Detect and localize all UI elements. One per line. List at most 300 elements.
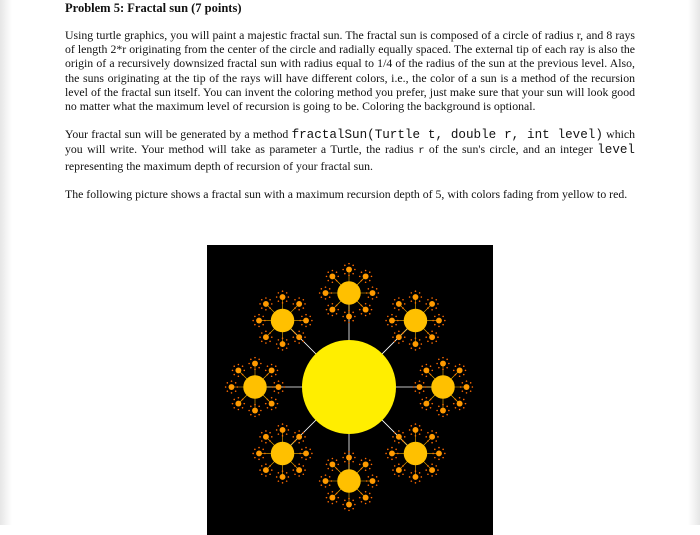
sun-disk-level-4 xyxy=(259,303,261,305)
sun-disk-level-4 xyxy=(463,365,465,367)
sun-disk-level-4 xyxy=(394,341,396,343)
sun-disk-level-4 xyxy=(282,482,284,484)
sun-disk-level-4 xyxy=(337,309,339,311)
sun-disk-level-3 xyxy=(252,361,258,367)
sun-disk-level-4 xyxy=(409,343,411,345)
sun-disk-level-4 xyxy=(415,290,417,292)
sun-disk-level-4 xyxy=(282,382,284,384)
sun-disk-level-4 xyxy=(303,465,305,467)
sun-disk-level-4 xyxy=(394,299,396,301)
sun-disk-level-4 xyxy=(319,480,321,482)
sun-disk-level-4 xyxy=(298,309,300,311)
sun-disk-level-4 xyxy=(301,324,303,326)
sun-disk-level-3 xyxy=(269,367,275,373)
sun-disk-level-4 xyxy=(425,386,427,388)
sun-disk-level-4 xyxy=(286,300,288,302)
sun-disk-level-4 xyxy=(332,469,334,471)
sun-disk-level-3 xyxy=(370,478,376,484)
sun-disk-level-4 xyxy=(261,299,263,301)
sun-disk-level-4 xyxy=(421,399,423,401)
sun-disk-level-3 xyxy=(429,467,435,473)
sun-disk-level-4 xyxy=(254,369,256,371)
sun-disk-level-4 xyxy=(294,473,296,475)
sun-disk-level-4 xyxy=(265,309,267,311)
sun-disk-level-4 xyxy=(271,436,273,438)
paragraph-description: Using turtle graphics, you will paint a majestic fractal sun. The fractal sun is composed of a circle of radius r, and 8 rays of length 2*r originating from the center of the circle and radially equally spaced. The external tip of each ray is also the origin of a recursively downsized fractal sun with radius equal to 1/4 of the radius of the sun at the previous level. Also, the suns originating at the tip of the rays will have different colors, i.e., the color of a sun is a method of the recursion level of the fractal sun itself. You can invent the coloring method you prefer, just make sure that your sun will look good no matter what the maximum level of recursion is going to be. Coloring the background is optional. xyxy=(65,28,635,114)
sun-disk-layer xyxy=(225,263,473,511)
sun-disk-level-4 xyxy=(294,465,296,467)
sun-disk-level-4 xyxy=(352,461,354,463)
sun-disk-level-4 xyxy=(371,464,373,466)
sun-disk-level-4 xyxy=(326,309,328,311)
sun-disk-level-4 xyxy=(267,365,269,367)
sun-disk-level-4 xyxy=(278,300,280,302)
sun-disk-level-3 xyxy=(346,314,352,320)
sun-disk-level-4 xyxy=(427,299,429,301)
sun-disk-level-3 xyxy=(256,451,262,457)
sun-disk-level-4 xyxy=(421,374,423,376)
sun-disk-level-4 xyxy=(395,457,397,459)
sun-disk-level-4 xyxy=(409,476,411,478)
sun-disk-level-4 xyxy=(238,364,240,366)
sun-disk-level-4 xyxy=(327,305,329,307)
sun-disk-level-3 xyxy=(436,451,442,457)
sun-disk-level-4 xyxy=(262,316,264,318)
sun-disk-level-4 xyxy=(392,336,394,338)
sun-disk-level-4 xyxy=(265,475,267,477)
sun-disk-level-4 xyxy=(411,339,413,341)
sun-disk-level-4 xyxy=(259,336,261,338)
sun-disk-level-4 xyxy=(269,307,271,309)
sun-disk-level-3 xyxy=(263,434,269,440)
sun-disk-level-4 xyxy=(288,429,290,431)
sun-disk-level-4 xyxy=(311,320,313,322)
sun-disk-level-4 xyxy=(271,375,273,377)
sun-disk-level-4 xyxy=(348,451,350,453)
sun-disk-level-4 xyxy=(344,461,346,463)
sun-disk-level-3 xyxy=(329,307,335,313)
sun-disk-level-4 xyxy=(336,305,338,307)
sun-disk-level-3 xyxy=(303,451,309,457)
sun-disk-level-3 xyxy=(296,467,302,473)
sun-disk-level-4 xyxy=(365,315,367,317)
sun-disk-level-4 xyxy=(387,457,389,459)
sun-disk-level-4 xyxy=(427,341,429,343)
sun-disk-level-4 xyxy=(265,442,267,444)
sun-disk-level-3 xyxy=(413,294,419,300)
sun-disk-level-4 xyxy=(365,303,367,305)
sun-disk-level-4 xyxy=(327,313,329,315)
sun-disk-level-4 xyxy=(342,504,344,506)
sun-disk-level-4 xyxy=(419,292,421,294)
method-text-tail: representing the maximum depth of recursion of your fractal sun. xyxy=(65,158,373,173)
sun-disk-level-2 xyxy=(431,375,455,399)
sun-disk-level-4 xyxy=(411,425,413,427)
sun-disk-level-4 xyxy=(361,493,363,495)
sun-disk-level-4 xyxy=(415,482,417,484)
sun-disk-level-4 xyxy=(269,432,271,434)
sun-disk-level-4 xyxy=(327,501,329,503)
sun-disk-level-4 xyxy=(237,386,239,388)
sun-disk-level-4 xyxy=(438,406,440,408)
sun-disk-level-4 xyxy=(321,484,323,486)
sun-disk-level-4 xyxy=(254,416,256,418)
sun-disk-level-4 xyxy=(419,347,421,349)
sun-disk-level-4 xyxy=(365,503,367,505)
sun-disk-level-3 xyxy=(396,301,402,307)
sun-disk-level-4 xyxy=(369,280,371,282)
sun-disk-level-4 xyxy=(326,464,328,466)
sun-disk-level-4 xyxy=(271,469,273,471)
sun-disk-level-4 xyxy=(427,473,429,475)
sun-disk-level-4 xyxy=(368,476,370,478)
sun-disk-level-4 xyxy=(254,449,256,451)
sun-disk-level-4 xyxy=(274,390,276,392)
sun-disk-level-4 xyxy=(352,273,354,275)
sun-disk-level-2 xyxy=(404,442,428,466)
sun-disk-level-4 xyxy=(369,313,371,315)
sun-disk-level-4 xyxy=(337,276,339,278)
sun-disk-level-4 xyxy=(332,270,334,272)
sun-disk-level-4 xyxy=(404,469,406,471)
sun-disk-level-4 xyxy=(438,367,440,369)
sun-disk-level-4 xyxy=(260,363,262,365)
sun-disk-level-3 xyxy=(346,455,352,461)
sun-disk-level-4 xyxy=(419,392,421,394)
sun-disk-level-3 xyxy=(389,451,395,457)
sun-disk-level-4 xyxy=(288,343,290,345)
sun-disk-level-4 xyxy=(398,463,400,465)
sun-disk-level-4 xyxy=(402,465,404,467)
sun-disk-level-4 xyxy=(238,409,240,411)
sun-disk-level-4 xyxy=(329,288,331,290)
sun-disk-level-4 xyxy=(385,320,387,322)
sun-disk-level-4 xyxy=(276,343,278,345)
sun-disk-level-3 xyxy=(263,467,269,473)
sun-disk-level-4 xyxy=(421,476,423,478)
radius-code: r xyxy=(418,145,425,158)
sun-disk-level-4 xyxy=(309,324,311,326)
sun-disk-level-4 xyxy=(278,292,280,294)
sun-disk-level-4 xyxy=(294,299,296,301)
sun-disk-level-4 xyxy=(299,453,301,455)
sun-disk-level-4 xyxy=(275,365,277,367)
sun-disk-level-3 xyxy=(363,495,369,501)
sun-disk-level-4 xyxy=(321,288,323,290)
sun-disk-level-4 xyxy=(332,503,334,505)
sun-disk-level-4 xyxy=(431,403,433,405)
sun-disk-level-3 xyxy=(363,273,369,279)
sun-disk-level-4 xyxy=(361,305,363,307)
sun-disk-level-4 xyxy=(271,364,273,366)
sun-disk-level-4 xyxy=(437,469,439,471)
sun-disk-level-4 xyxy=(435,307,437,309)
sun-disk-level-4 xyxy=(254,357,256,359)
sun-disk-level-4 xyxy=(303,341,305,343)
sun-disk-level-4 xyxy=(463,407,465,409)
sun-disk-level-4 xyxy=(319,292,321,294)
sun-disk-level-4 xyxy=(460,386,462,388)
sun-disk-level-4 xyxy=(361,280,363,282)
sun-disk-level-3 xyxy=(256,318,262,324)
sun-disk-level-4 xyxy=(415,337,417,339)
sun-disk-level-4 xyxy=(420,370,422,372)
sun-disk-level-4 xyxy=(448,410,450,412)
sun-disk-level-4 xyxy=(232,403,234,405)
sun-disk-level-4 xyxy=(227,390,229,392)
sun-disk-level-4 xyxy=(276,296,278,298)
sun-disk-level-3 xyxy=(464,384,470,390)
sun-disk-level-4 xyxy=(404,303,406,305)
sun-disk-level-4 xyxy=(267,374,269,376)
sun-disk-level-4 xyxy=(463,374,465,376)
sun-disk-level-4 xyxy=(275,407,277,409)
sun-disk-level-3 xyxy=(413,427,419,433)
sun-disk-level-4 xyxy=(394,473,396,475)
sun-disk-level-4 xyxy=(372,286,374,288)
sun-disk-level-4 xyxy=(371,309,373,311)
sun-disk-level-4 xyxy=(387,316,389,318)
sun-disk-level-4 xyxy=(372,298,374,300)
sun-disk-level-4 xyxy=(415,302,417,304)
sun-disk-level-4 xyxy=(305,447,307,449)
sun-disk-level-3 xyxy=(329,273,335,279)
sun-disk-level-4 xyxy=(431,342,433,344)
sun-disk-level-4 xyxy=(398,475,400,477)
sun-disk-level-4 xyxy=(267,399,269,401)
sun-disk-level-4 xyxy=(261,432,263,434)
sun-disk-level-4 xyxy=(344,273,346,275)
sun-disk-level-4 xyxy=(336,280,338,282)
sun-disk-level-4 xyxy=(431,430,433,432)
sun-disk-level-4 xyxy=(348,310,350,312)
sun-disk-level-4 xyxy=(327,459,329,461)
sun-disk-level-4 xyxy=(271,397,273,399)
sun-disk-level-4 xyxy=(303,440,305,442)
sun-disk-level-4 xyxy=(371,276,373,278)
sun-disk-level-4 xyxy=(371,497,373,499)
sun-disk-level-4 xyxy=(277,370,279,372)
sun-disk-level-4 xyxy=(365,491,367,493)
sun-disk-level-4 xyxy=(264,320,266,322)
sun-disk-level-4 xyxy=(398,342,400,344)
sun-disk-level-4 xyxy=(394,332,396,334)
sun-disk-level-4 xyxy=(282,349,284,351)
sun-disk-level-4 xyxy=(453,403,455,405)
sun-disk-level-4 xyxy=(421,429,423,431)
sun-disk-level-4 xyxy=(427,440,429,442)
sun-disk-level-4 xyxy=(354,269,356,271)
sun-disk-level-4 xyxy=(342,457,344,459)
sun-disk-level-4 xyxy=(425,436,427,438)
sun-disk-level-4 xyxy=(365,469,367,471)
sun-disk-level-4 xyxy=(391,314,393,316)
sun-disk-level-4 xyxy=(258,367,260,369)
sun-disk-level-4 xyxy=(248,363,250,365)
sun-disk-level-4 xyxy=(267,407,269,409)
sun-disk-level-4 xyxy=(327,280,329,282)
method-text-mid1: which you will write. Your method will take as parameter a Turtle, the radius xyxy=(65,127,635,157)
sun-disk-level-3 xyxy=(280,427,286,433)
sun-disk-level-4 xyxy=(292,336,294,338)
sun-disk-level-4 xyxy=(269,465,271,467)
sun-disk-level-4 xyxy=(397,453,399,455)
sun-disk-level-4 xyxy=(243,403,245,405)
sun-disk-level-3 xyxy=(413,474,419,480)
sun-disk-level-4 xyxy=(431,309,433,311)
sun-disk-level-4 xyxy=(274,382,276,384)
sun-disk-level-4 xyxy=(278,433,280,435)
sun-disk-level-4 xyxy=(427,465,429,467)
sun-disk-level-4 xyxy=(304,469,306,471)
sun-disk-level-4 xyxy=(344,320,346,322)
sun-disk-level-4 xyxy=(472,386,474,388)
sun-disk-level-4 xyxy=(376,288,378,290)
sun-disk-level-4 xyxy=(392,436,394,438)
sun-disk-level-4 xyxy=(442,369,444,371)
sun-disk-level-4 xyxy=(431,475,433,477)
sun-disk-level-4 xyxy=(269,341,271,343)
sun-disk-level-3 xyxy=(429,434,435,440)
sun-disk-level-4 xyxy=(278,392,280,394)
level-code: level xyxy=(597,143,635,158)
sun-disk-level-4 xyxy=(336,501,338,503)
sun-disk-level-3 xyxy=(413,341,419,347)
sun-disk-level-4 xyxy=(354,457,356,459)
sun-disk-level-4 xyxy=(361,313,363,315)
sun-disk-level-4 xyxy=(344,500,346,502)
sun-disk-level-4 xyxy=(415,349,417,351)
sun-disk-level-3 xyxy=(396,334,402,340)
sun-disk-level-4 xyxy=(432,320,434,322)
sun-disk-level-4 xyxy=(435,299,437,301)
sun-disk-level-4 xyxy=(394,440,396,442)
sun-disk-level-4 xyxy=(446,367,448,369)
sun-disk-level-3 xyxy=(280,474,286,480)
sun-disk-level-2 xyxy=(404,309,428,333)
sun-disk-level-4 xyxy=(252,453,254,455)
sun-disk-level-4 xyxy=(446,359,448,361)
sun-disk-level-4 xyxy=(238,375,240,377)
sun-disk-level-4 xyxy=(258,314,260,316)
sun-disk-level-4 xyxy=(282,337,284,339)
sun-disk-level-4 xyxy=(434,449,436,451)
sun-disk-level-4 xyxy=(309,449,311,451)
sun-disk-level-4 xyxy=(455,407,457,409)
sun-disk-level-4 xyxy=(303,432,305,434)
sun-disk-level-4 xyxy=(254,316,256,318)
sun-disk-level-4 xyxy=(298,297,300,299)
sun-disk-level-3 xyxy=(296,301,302,307)
sun-disk-level-4 xyxy=(398,442,400,444)
sun-disk-level-4 xyxy=(336,271,338,273)
sun-disk-level-4 xyxy=(282,423,284,425)
sun-disk-level-4 xyxy=(242,407,244,409)
sun-disk-level-4 xyxy=(398,330,400,332)
sun-disk-level-4 xyxy=(278,480,280,482)
sun-disk-level-4 xyxy=(387,324,389,326)
sun-disk-level-3 xyxy=(296,434,302,440)
sun-disk-level-4 xyxy=(435,465,437,467)
sun-disk-level-4 xyxy=(372,486,374,488)
sun-disk-level-4 xyxy=(437,336,439,338)
sun-disk-level-4 xyxy=(361,459,363,461)
sun-disk-level-4 xyxy=(419,472,421,474)
sun-disk-level-4 xyxy=(250,367,252,369)
sun-disk-level-3 xyxy=(269,401,275,407)
sun-disk-level-3 xyxy=(252,408,258,414)
sun-disk-level-4 xyxy=(402,432,404,434)
sun-disk-level-4 xyxy=(398,430,400,432)
sun-disk-level-2 xyxy=(337,281,361,305)
sun-disk-level-4 xyxy=(442,316,444,318)
sun-disk-level-4 xyxy=(299,320,301,322)
sun-disk-level-4 xyxy=(421,407,423,409)
sun-disk-level-4 xyxy=(442,457,444,459)
sun-disk-level-3 xyxy=(276,384,282,390)
sun-disk-level-4 xyxy=(288,476,290,478)
sun-disk-level-4 xyxy=(391,326,393,328)
sun-disk-level-4 xyxy=(259,436,261,438)
sun-disk-level-4 xyxy=(332,491,334,493)
sun-disk-level-4 xyxy=(242,399,244,401)
sun-disk-level-4 xyxy=(272,386,274,388)
sun-disk-level-4 xyxy=(294,307,296,309)
sun-disk-level-4 xyxy=(262,457,264,459)
sun-disk-level-3 xyxy=(423,367,429,373)
sun-disk-level-4 xyxy=(430,407,432,409)
sun-disk-level-4 xyxy=(233,374,235,376)
sun-disk-level-4 xyxy=(304,303,306,305)
sun-disk-level-4 xyxy=(446,406,448,408)
sun-disk-level-4 xyxy=(309,457,311,459)
sun-disk-level-4 xyxy=(352,265,354,267)
sun-disk-level-3 xyxy=(263,334,269,340)
sun-disk-level-4 xyxy=(463,399,465,401)
sun-disk-level-4 xyxy=(329,476,331,478)
sun-disk-level-4 xyxy=(442,324,444,326)
sun-disk-level-4 xyxy=(395,449,397,451)
sun-disk-level-4 xyxy=(305,314,307,316)
sun-disk-level-4 xyxy=(415,470,417,472)
sun-disk-level-4 xyxy=(369,468,371,470)
sun-disk-level-4 xyxy=(336,493,338,495)
sun-disk-level-4 xyxy=(376,476,378,478)
sun-disk-level-3 xyxy=(363,307,369,313)
sun-disk-level-4 xyxy=(326,497,328,499)
sun-disk-level-4 xyxy=(354,504,356,506)
sun-disk-level-4 xyxy=(326,276,328,278)
sun-disk-level-1 xyxy=(302,340,396,434)
sun-disk-level-4 xyxy=(325,298,327,300)
sun-disk-level-4 xyxy=(298,342,300,344)
sun-disk-level-4 xyxy=(292,436,294,438)
sun-disk-level-4 xyxy=(409,296,411,298)
sun-disk-level-3 xyxy=(323,290,329,296)
sun-disk-level-4 xyxy=(294,432,296,434)
sun-disk-level-4 xyxy=(248,410,250,412)
sun-disk-level-4 xyxy=(250,406,252,408)
sun-disk-level-4 xyxy=(365,281,367,283)
sun-disk-level-4 xyxy=(442,449,444,451)
sun-disk-level-4 xyxy=(419,425,421,427)
sun-disk-level-4 xyxy=(344,453,346,455)
sun-disk-level-4 xyxy=(298,330,300,332)
sun-disk-level-4 xyxy=(361,501,363,503)
sun-disk-level-4 xyxy=(394,432,396,434)
sun-disk-level-4 xyxy=(466,392,468,394)
sun-disk-level-4 xyxy=(278,472,280,474)
